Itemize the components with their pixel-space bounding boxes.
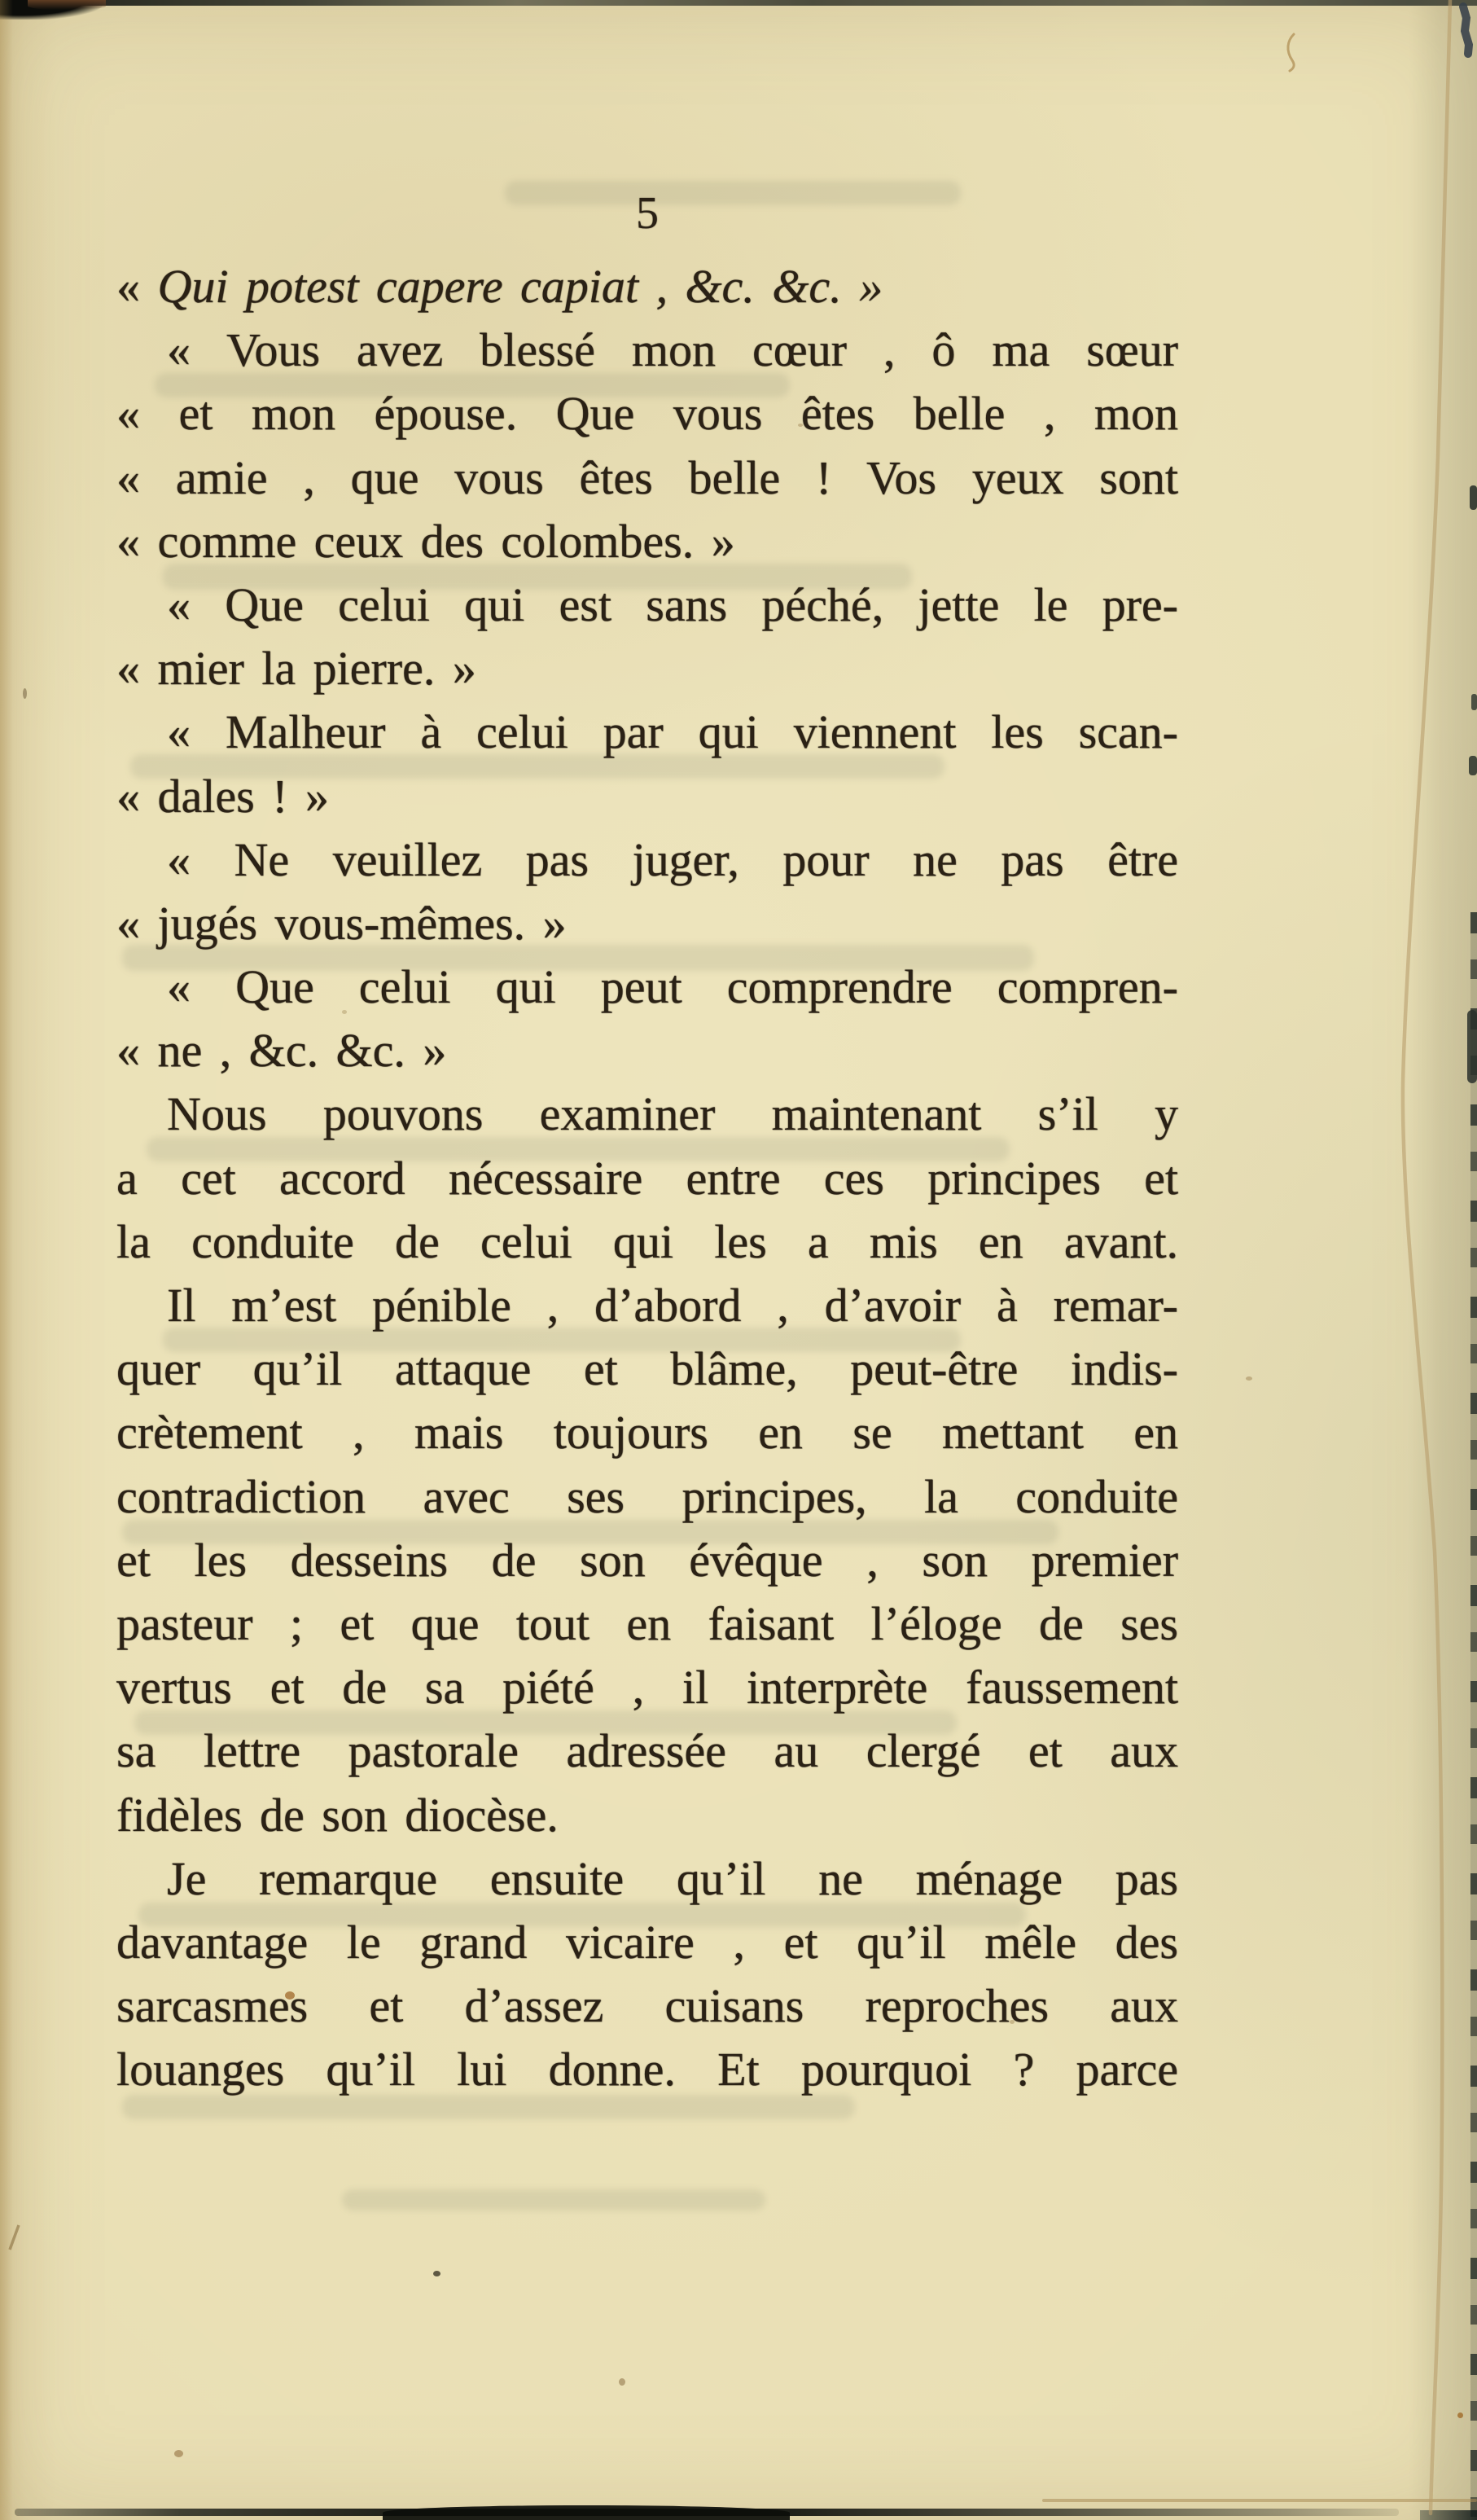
quote-mark: « <box>167 577 191 631</box>
line-text: et mon épouse. Que vous êtes belle , mon <box>178 387 1178 441</box>
quote-mark: « <box>167 832 191 886</box>
paper-fold-bottom-line <box>1042 2499 1477 2502</box>
text-line <box>116 318 1178 382</box>
text-line <box>116 1592 1178 1656</box>
text-line <box>116 446 1178 510</box>
text-line <box>116 255 1178 318</box>
text-line <box>116 1656 1178 1719</box>
text-block-lines <box>116 255 1178 2101</box>
paper-speck <box>174 2450 183 2457</box>
line-text: louanges qu’il lui donne. Et pourquoi ? parce <box>116 2043 1178 2096</box>
scan-edge-right-marks <box>1470 912 1477 2520</box>
text-line <box>116 1529 1178 1592</box>
fiber-curl-mark <box>1288 34 1294 71</box>
text-line <box>116 1401 1178 1464</box>
quote-mark: « <box>116 514 140 568</box>
text-line <box>116 510 1178 573</box>
text-line <box>116 1210 1178 1274</box>
text-line <box>116 1847 1178 1911</box>
text-line <box>116 2038 1178 2101</box>
line-text: mier la pierre. » <box>157 642 476 696</box>
paper-speck <box>1457 2412 1463 2418</box>
line-text: vertus et de sa piété , il interprète faussement <box>116 1661 1178 1714</box>
line-text: contradiction avec ses principes, la conduite <box>116 1469 1178 1523</box>
line-text: sarcasmes et d’assez cuisans reproches aux <box>116 1979 1178 2033</box>
line-text: fidèles de son diocèse. <box>116 1788 559 1842</box>
scan-edge-bottom-right <box>1420 2510 1477 2520</box>
quote-mark: « <box>116 642 140 696</box>
text-line <box>116 573 1178 637</box>
line-text: Qui potest capere capiat , &c. &c. » <box>157 260 883 313</box>
text-line <box>116 1337 1178 1401</box>
text-line <box>116 1274 1178 1337</box>
page-edge-left-shade <box>0 0 13 2520</box>
line-text: jugés vous-mêmes. » <box>157 896 567 950</box>
text-line <box>116 955 1178 1019</box>
line-text: et les desseins de son évêque , son premier <box>116 1533 1178 1587</box>
line-text: amie , que vous êtes belle ! Vos yeux sont <box>175 450 1178 504</box>
stain-top-left <box>28 0 106 10</box>
text-line <box>116 1082 1178 1146</box>
paper-speck <box>23 688 27 699</box>
quote-mark: « <box>116 769 140 823</box>
quote-mark: « <box>167 323 191 377</box>
line-text: a cet accord nécessaire entre ces principes et <box>116 1151 1178 1205</box>
text-line <box>116 1784 1178 1847</box>
line-text: Ne veuillez pas juger, pour ne pas être <box>234 832 1178 886</box>
quote-mark: « <box>167 960 191 1014</box>
line-text: Vous avez blessé mon cœur , ô ma sœur <box>226 323 1178 377</box>
text-line <box>116 382 1178 446</box>
page-edge-right-shade <box>1409 0 1477 2520</box>
text-line <box>116 1147 1178 1210</box>
quote-mark: « <box>116 260 140 313</box>
quote-mark: « <box>116 450 140 504</box>
page-number: 5 <box>636 188 659 239</box>
quote-mark: « <box>116 1024 140 1078</box>
line-text: quer qu’il attaque et blâme, peut-être indis- <box>116 1342 1178 1396</box>
line-text: Il m’est pénible , d’abord , d’avoir à remar- <box>167 1279 1178 1332</box>
text-line <box>116 700 1178 764</box>
line-text: la conduite de celui qui les a mis en avant. <box>116 1214 1178 1268</box>
line-text: pasteur ; et que tout en faisant l’éloge de ses <box>116 1596 1178 1650</box>
text-line <box>116 1019 1178 1082</box>
line-text: comme ceux des colombes. » <box>157 514 735 568</box>
line-text: Que celui qui est sans péché, jette le pre- <box>225 577 1178 631</box>
line-text: davantage le grand vicaire , et qu’il mêle des <box>116 1915 1178 1969</box>
text-line <box>116 892 1178 955</box>
text-line <box>116 637 1178 700</box>
text-line <box>116 828 1178 892</box>
line-text: Je remarque ensuite qu’il ne ménage pas <box>167 1851 1178 1905</box>
line-text: ne , &c. &c. » <box>157 1024 447 1078</box>
scan-edge-bottom-blob <box>383 2505 790 2520</box>
text-line <box>116 1911 1178 1974</box>
line-text: Malheur à celui par qui viennent les scan- <box>225 705 1178 759</box>
text-line <box>116 1974 1178 2038</box>
scan-edge-top <box>0 0 1477 6</box>
line-text: Que celui qui peut comprendre compren- <box>235 960 1178 1014</box>
line-text: Nous pouvons examiner maintenant s’il y <box>167 1087 1178 1141</box>
text-line <box>116 1465 1178 1529</box>
text-line <box>116 765 1178 828</box>
quote-mark: « <box>116 896 140 950</box>
paper-speck <box>1246 1376 1252 1381</box>
text-line <box>116 1719 1178 1783</box>
line-text: sa lettre pastorale adressée au clergé et aux <box>116 1724 1178 1778</box>
line-text: dales ! » <box>157 769 329 823</box>
quote-mark: « <box>167 705 191 759</box>
showthrough-smudge <box>342 2189 765 2210</box>
paper-speck <box>619 2378 625 2386</box>
line-text: crètement , mais toujours en se mettant en <box>116 1406 1178 1460</box>
paper-speck <box>433 2271 440 2276</box>
quote-mark: « <box>116 387 140 441</box>
